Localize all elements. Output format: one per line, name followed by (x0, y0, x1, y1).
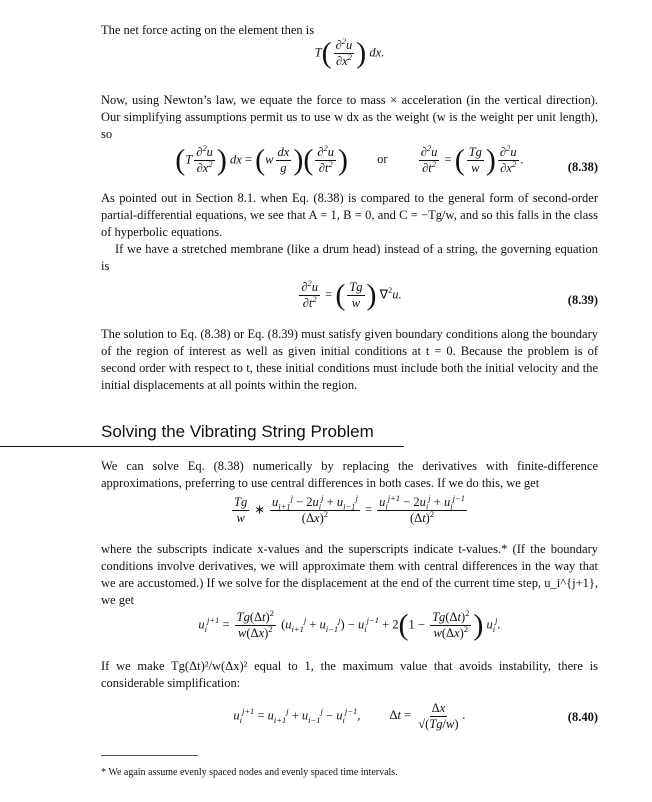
equation-8-38: (T $\frac{\partial^2u}{\partial x^2}$ ) dx = (w $\frac{dx}{g}$ )( $\frac{\partial^2u}{\partial t^2}$ ) or $\frac{\partial^2u}{\partial t^2}$ = ( $\frac{Tg}{w}$ ) $\frac{\partial^2u}{\partial x^2}$ . (175, 142, 524, 177)
equation-net-force: T( $\frac{\partial^2u}{\partial x^2}$ ) dx. (314, 35, 385, 70)
equation-number-8-39: (8.39) (567, 293, 598, 307)
paragraph-boundary-conditions: The solution to Eq. (8.38) or Eq. (8.39) must satisfy given boundary conditions along the boundary of the region of interest as well as given initial conditions at t = 0. Because the problem is of second order with respect to t, these initial conditions must include both the initial velocity and the initial displacements at all points within the region. (101, 327, 598, 392)
paragraph-finite-difference: We can solve Eq. (8.38) numerically by replacing the derivatives with finite-difference approximations, preferring to use central differences in both cases. If we do this, we get (101, 459, 598, 490)
paragraph-simplification: If we make Tg(Δt)²/w(Δx)² equal to 1, the maximum value that avoids instability, there is considerable simplification: (101, 659, 598, 690)
paragraph-membrane: If we have a stretched membrane (like a drum head) instead of a string, the governing equation is (101, 242, 598, 273)
equation-difference: $\frac{Tg}{w}$ ∗ $\frac{u_{i+1}^j - 2u_i^j + u_{i-1}^j}{(\Delta x)^2}$ = $\frac{u_i^{j+1} - 2u_i^j + u_i^{j-1}}{(\Delta t)^2}$ (234, 492, 465, 525)
paragraph-net-force: The net force acting on the element then is (101, 23, 315, 37)
connector-or: or (377, 152, 388, 167)
equation-8-40: $u_i^{j+1} = u_{i+1}^j + u_{i-1}^j - u_i^{j-1}$, Δt = $\frac{\Delta x}{√(Tg/w)}$ . (233, 701, 466, 731)
paragraph-newton: Now, using Newton’s law, we equate the force to mass × acceleration (in the vertical direction). Our simplifying assumptions permit us to use w dx as the weight (w is the weight per unit length), so (101, 93, 598, 141)
equation-explicit-update: $u_i^{j+1}$ = $\frac{Tg(\Delta t)^2}{w(\Delta x)^2}$ $(u_{i+1}^j + u_{i-1}^j) - u_i^{j-1} + 2(1$ − $\frac{Tg(\Delta t)^2}{w(\Delta x)^2}$ ) $u_i^j$. (198, 607, 501, 642)
section-title: Solving the Vibrating String Problem (101, 422, 374, 441)
footnote-rule (101, 755, 198, 756)
equation-8-39: $\frac{\partial^2u}{\partial t^2}$ = ( $\frac{Tg}{w}$ ) ∇$^2$u. (301, 277, 402, 312)
paragraph-hyperbolic: As pointed out in Section 8.1. when Eq. (8.38) is compared to the general form of second-order partial-differential equations, we see that A = 1, B = 0, and C = −Tg/w, and so this falls in the class of hyperbolic equations. (101, 191, 598, 239)
footnote: * We again assume evenly spaced nodes and evenly spaced time intervals. (101, 767, 398, 778)
equation-number-8-40: (8.40) (567, 710, 598, 724)
section-rule (0, 446, 404, 447)
equation-number-8-38: (8.38) (567, 160, 598, 174)
paragraph-subscripts: where the subscripts indicate x-values and the superscripts indicate t-values.* (If the boundary conditions involve derivatives, we will approximate them with central differences in the way that we are accustomed.) If we solve for the displacement at the end of the current time step, u_i^{j+1}, we get (101, 542, 598, 607)
